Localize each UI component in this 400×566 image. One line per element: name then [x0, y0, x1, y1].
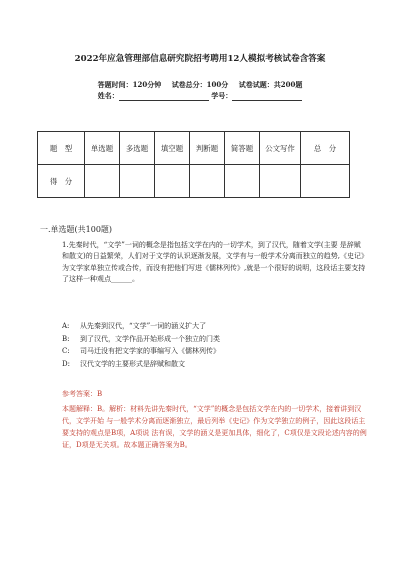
- answer-explanation: 本题解释：B。解析：材料先讲先秦时代，“文学”的概念是包括文学在内的一切学术，接着讲到汉代，文学开始 与一般学术分离而逐渐独立，最后列举《史记》作为文学独立的例子，因此这段话主要支持的观点是B项，A项说 法有误，文学的涵义是更加具体，细化了，C项仅是文段论述内容的例证，D项是无关项。故本题正确答案为B。: [62, 405, 367, 449]
- score-cell: [155, 165, 190, 198]
- student-info: [0, 91, 400, 101]
- score-cell: [260, 165, 301, 198]
- question-text: 1.先秦时代，“文学”一词的概念是指包括文学在内的一切学术，到了汉代，随着文学(主要 是辞赋和散文)的日益繁荣，人们对于文学的认识逐渐发展，文学有与一般学术分离而独立的趋势,《史记》为文学家单独立传或合传，而没有把他们写进《儒林列传》,就是一个很好的说明，这段话主要支持了这样一种观点______。: [62, 241, 366, 284]
- option-a: [62, 320, 367, 333]
- score-header-fill-blank: 填空题: [155, 132, 190, 165]
- option-letter: A:: [62, 322, 70, 330]
- score-cell: [85, 165, 120, 198]
- option-c: [62, 345, 367, 358]
- option-letter: D:: [62, 359, 70, 368]
- score-header-document-writing: 公文写作: [260, 132, 301, 165]
- option-b: [62, 333, 367, 346]
- option-d: [62, 358, 367, 371]
- score-header-true-false: 判断题: [190, 132, 225, 165]
- score-header-total: 总 分: [301, 132, 350, 165]
- exam-question-count: 试卷试题：共200题: [238, 80, 303, 89]
- option-text: 司马迁没有把文学家的事编写入《儒林列传》: [80, 347, 220, 355]
- question-options: [62, 320, 367, 370]
- score-header-type: 题 型: [38, 132, 85, 165]
- score-cell: [301, 165, 350, 198]
- option-letter: C:: [62, 347, 70, 355]
- answer-label: 参考答案：B: [62, 390, 103, 398]
- exam-meta: [0, 80, 400, 90]
- score-cell: [225, 165, 260, 198]
- option-text: 到了汉代，文学作品开始形成一个独立的门类: [80, 334, 220, 343]
- score-header-multi-choice: 多选题: [120, 132, 155, 165]
- option-text: 从先秦到汉代，“文学”一词的涵义扩大了: [80, 322, 207, 330]
- id-blank: [232, 92, 302, 101]
- score-table: [37, 131, 350, 198]
- name-label: 姓名：: [97, 91, 119, 100]
- document-title: 2022年应急管理部信息研究院招考聘用12人模拟考核试卷含答案: [74, 54, 326, 64]
- option-letter: B:: [62, 334, 70, 343]
- score-row-label: 得 分: [38, 165, 85, 198]
- score-header-single-choice: 单选题: [85, 132, 120, 165]
- exam-time: 答题时间：120分钟: [97, 80, 162, 89]
- score-cell: [190, 165, 225, 198]
- exam-total-score: 试卷总分：100分: [171, 80, 229, 89]
- score-table-header-row: [38, 132, 350, 165]
- option-text: 汉代文学的主要形式是辞赋和散文: [80, 359, 185, 368]
- name-blank: [119, 92, 209, 101]
- score-cell: [120, 165, 155, 198]
- section-title: 一.单选题(共100题): [40, 225, 113, 234]
- id-label: 学号：: [211, 91, 233, 100]
- score-table-score-row: [38, 165, 350, 198]
- score-header-short-answer: 简答题: [225, 132, 260, 165]
